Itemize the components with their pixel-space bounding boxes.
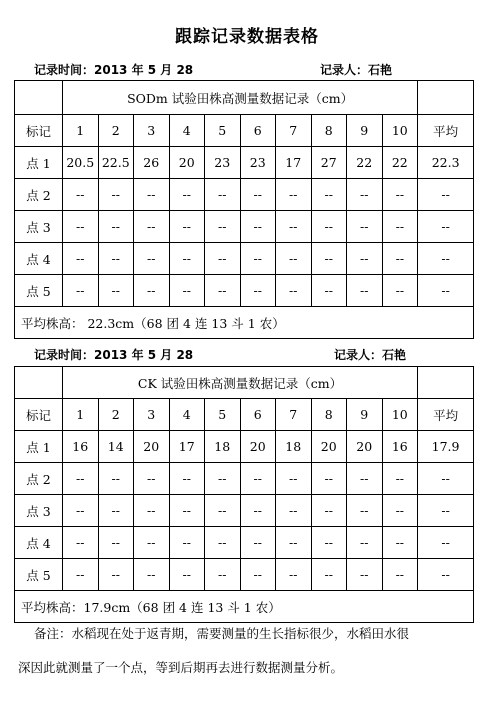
header-cell: 2 [98,115,134,147]
table-cell: -- [63,275,99,307]
table-cell: -- [418,243,474,275]
ck-height-table [14,366,474,623]
table-cell: 16 [382,431,418,463]
table-title-row [15,367,474,399]
table-cell: 17.9 [418,431,474,463]
table-row [15,211,474,243]
table-cell: -- [311,211,347,243]
table-cell: -- [205,527,241,559]
header-cell: 1 [63,115,99,147]
table-cell: -- [347,275,383,307]
table-cell: -- [382,463,418,495]
header-cell: 6 [240,399,276,431]
table-title: CK 试验田株高测量数据记录（cm） [63,367,418,399]
table-cell: -- [240,559,276,591]
table-cell: -- [134,243,170,275]
table-cell: 点 5 [15,559,63,591]
table-cell: 16 [63,431,99,463]
table-cell: -- [205,179,241,211]
header-cell: 3 [134,399,170,431]
table-cell: 17 [169,431,205,463]
table-row [15,527,474,559]
table-cell: -- [382,211,418,243]
header-cell: 8 [311,115,347,147]
table-cell: -- [276,559,312,591]
table-cell: -- [205,243,241,275]
table-cell: -- [169,179,205,211]
table-cell: -- [98,527,134,559]
table-title: SODm 试验田株高测量数据记录（cm） [63,81,418,115]
header-cell: 4 [169,115,205,147]
blank-corner-cell [15,367,63,399]
table-cell: -- [418,211,474,243]
table-cell: -- [276,275,312,307]
header-cell: 9 [347,399,383,431]
table-cell: -- [240,211,276,243]
table-cell: 23 [240,147,276,179]
table-cell: -- [311,243,347,275]
table-cell: 点 2 [15,179,63,211]
table-cell: -- [63,243,99,275]
header-cell: 3 [134,115,170,147]
table-cell: -- [63,495,99,527]
table-cell: -- [169,243,205,275]
table-cell: -- [240,463,276,495]
table-footer-row [15,307,474,339]
table-cell: -- [240,179,276,211]
header-row [15,115,474,147]
table-cell: -- [134,495,170,527]
table-cell: -- [169,211,205,243]
table-cell: -- [134,211,170,243]
table-cell: 20 [347,431,383,463]
table-cell: -- [134,527,170,559]
table-cell: -- [63,559,99,591]
record-time-1: 记录时间：2013 年 5 月 28 [34,63,194,77]
table-cell: 点 3 [15,211,63,243]
table-cell: -- [63,463,99,495]
table-cell: 18 [276,431,312,463]
header-cell: 5 [205,399,241,431]
table-cell: -- [240,495,276,527]
table-row [15,559,474,591]
table-cell: -- [382,179,418,211]
table-cell: -- [63,211,99,243]
table-cell: -- [63,179,99,211]
table-cell: -- [205,463,241,495]
table-cell: 点 5 [15,275,63,307]
table-cell: -- [98,495,134,527]
table-cell: -- [63,527,99,559]
record-time-2: 记录时间：2013 年 5 月 28 [34,348,194,362]
table-cell: -- [418,559,474,591]
table-cell: 26 [134,147,170,179]
table-row [15,147,474,179]
blank-corner-cell [418,367,474,399]
table-cell: -- [134,559,170,591]
header-cell: 8 [311,399,347,431]
table-cell: -- [418,463,474,495]
average-height-summary: 平均株高： 22.3cm（68 团 4 连 13 斗 1 农） [15,307,474,339]
table-cell: -- [276,211,312,243]
table-cell: 22 [382,147,418,179]
header-cell: 1 [63,399,99,431]
header-cell: 平均 [418,399,474,431]
table-row [15,431,474,463]
table-cell: -- [169,559,205,591]
table-cell: -- [240,527,276,559]
table-row [15,179,474,211]
table-cell: 17 [276,147,312,179]
table-cell: -- [347,559,383,591]
document-title: 跟踪记录数据表格 [175,27,319,47]
table-cell: 22.5 [98,147,134,179]
table-cell: 23 [205,147,241,179]
table-cell: -- [382,527,418,559]
table-cell: -- [98,179,134,211]
header-cell: 6 [240,115,276,147]
table-cell: -- [240,243,276,275]
table-cell: -- [205,211,241,243]
remark-line: 深因此就测量了一个点，等到后期再去进行数据测量分析。 [18,660,344,675]
table-cell: -- [311,179,347,211]
table-cell: -- [169,495,205,527]
header-cell: 标记 [15,399,63,431]
header-cell: 5 [205,115,241,147]
table-cell: -- [98,211,134,243]
table-cell: 20.5 [63,147,99,179]
table-cell: -- [347,179,383,211]
table-row [15,243,474,275]
table-cell: -- [347,211,383,243]
table-cell: -- [276,527,312,559]
table-cell: -- [382,243,418,275]
blank-corner-cell [15,81,63,115]
table-cell: -- [169,463,205,495]
table-cell: -- [311,559,347,591]
header-row [15,399,474,431]
table-cell: -- [169,275,205,307]
table-cell: 点 4 [15,243,63,275]
table-cell: -- [98,275,134,307]
table-cell: 20 [169,147,205,179]
table-cell: -- [418,495,474,527]
table-cell: -- [418,527,474,559]
table-cell: -- [382,275,418,307]
table-cell: -- [205,559,241,591]
table-row [15,275,474,307]
blank-corner-cell [418,81,474,115]
table-cell: 20 [311,431,347,463]
table-cell: -- [311,463,347,495]
table-cell: -- [418,179,474,211]
table-cell: -- [418,275,474,307]
table-cell: -- [311,275,347,307]
header-cell: 4 [169,399,205,431]
header-cell: 平均 [418,115,474,147]
table-cell: -- [276,179,312,211]
header-cell: 10 [382,115,418,147]
remark-note [18,617,474,685]
average-height-summary: 平均株高：17.9cm（68 团 4 连 13 斗 1 农） [15,591,474,623]
table-cell: -- [205,495,241,527]
table-cell: -- [347,243,383,275]
table-cell: -- [276,243,312,275]
table-cell: -- [205,275,241,307]
table-cell: 22.3 [418,147,474,179]
sodm-height-table [14,80,474,339]
header-cell: 7 [276,115,312,147]
header-cell: 10 [382,399,418,431]
header-cell: 9 [347,115,383,147]
table-cell: -- [98,463,134,495]
table-cell: -- [134,463,170,495]
table-cell: 点 1 [15,147,63,179]
table-cell: -- [134,275,170,307]
table-cell: -- [382,559,418,591]
table-cell: -- [311,527,347,559]
remark-line: 备注：水稻现在处于返青期，需要测量的生长指标很少，水稻田水很 [34,626,410,641]
table-cell: -- [240,275,276,307]
header-cell: 标记 [15,115,63,147]
header-cell: 7 [276,399,312,431]
table-cell: 点 1 [15,431,63,463]
table-cell: 18 [205,431,241,463]
table-cell: -- [98,559,134,591]
table-cell: 27 [311,147,347,179]
table-cell: 20 [134,431,170,463]
table-row [15,463,474,495]
table-cell: 14 [98,431,134,463]
table-cell: -- [276,463,312,495]
table-cell: -- [169,527,205,559]
recorder-1: 记录人：石艳 [320,63,393,77]
recorder-2: 记录人：石艳 [334,348,407,362]
table-cell: 点 3 [15,495,63,527]
table-cell: -- [347,495,383,527]
table-cell: -- [276,495,312,527]
table-cell: 点 4 [15,527,63,559]
header-cell: 2 [98,399,134,431]
table-row [15,495,474,527]
table-cell: -- [347,463,383,495]
table-cell: 22 [347,147,383,179]
table-title-row [15,81,474,115]
table-cell: -- [382,495,418,527]
table-cell: 点 2 [15,463,63,495]
table-cell: -- [311,495,347,527]
table-cell: -- [347,527,383,559]
table-cell: -- [98,243,134,275]
table-cell: -- [134,179,170,211]
table-cell: 20 [240,431,276,463]
